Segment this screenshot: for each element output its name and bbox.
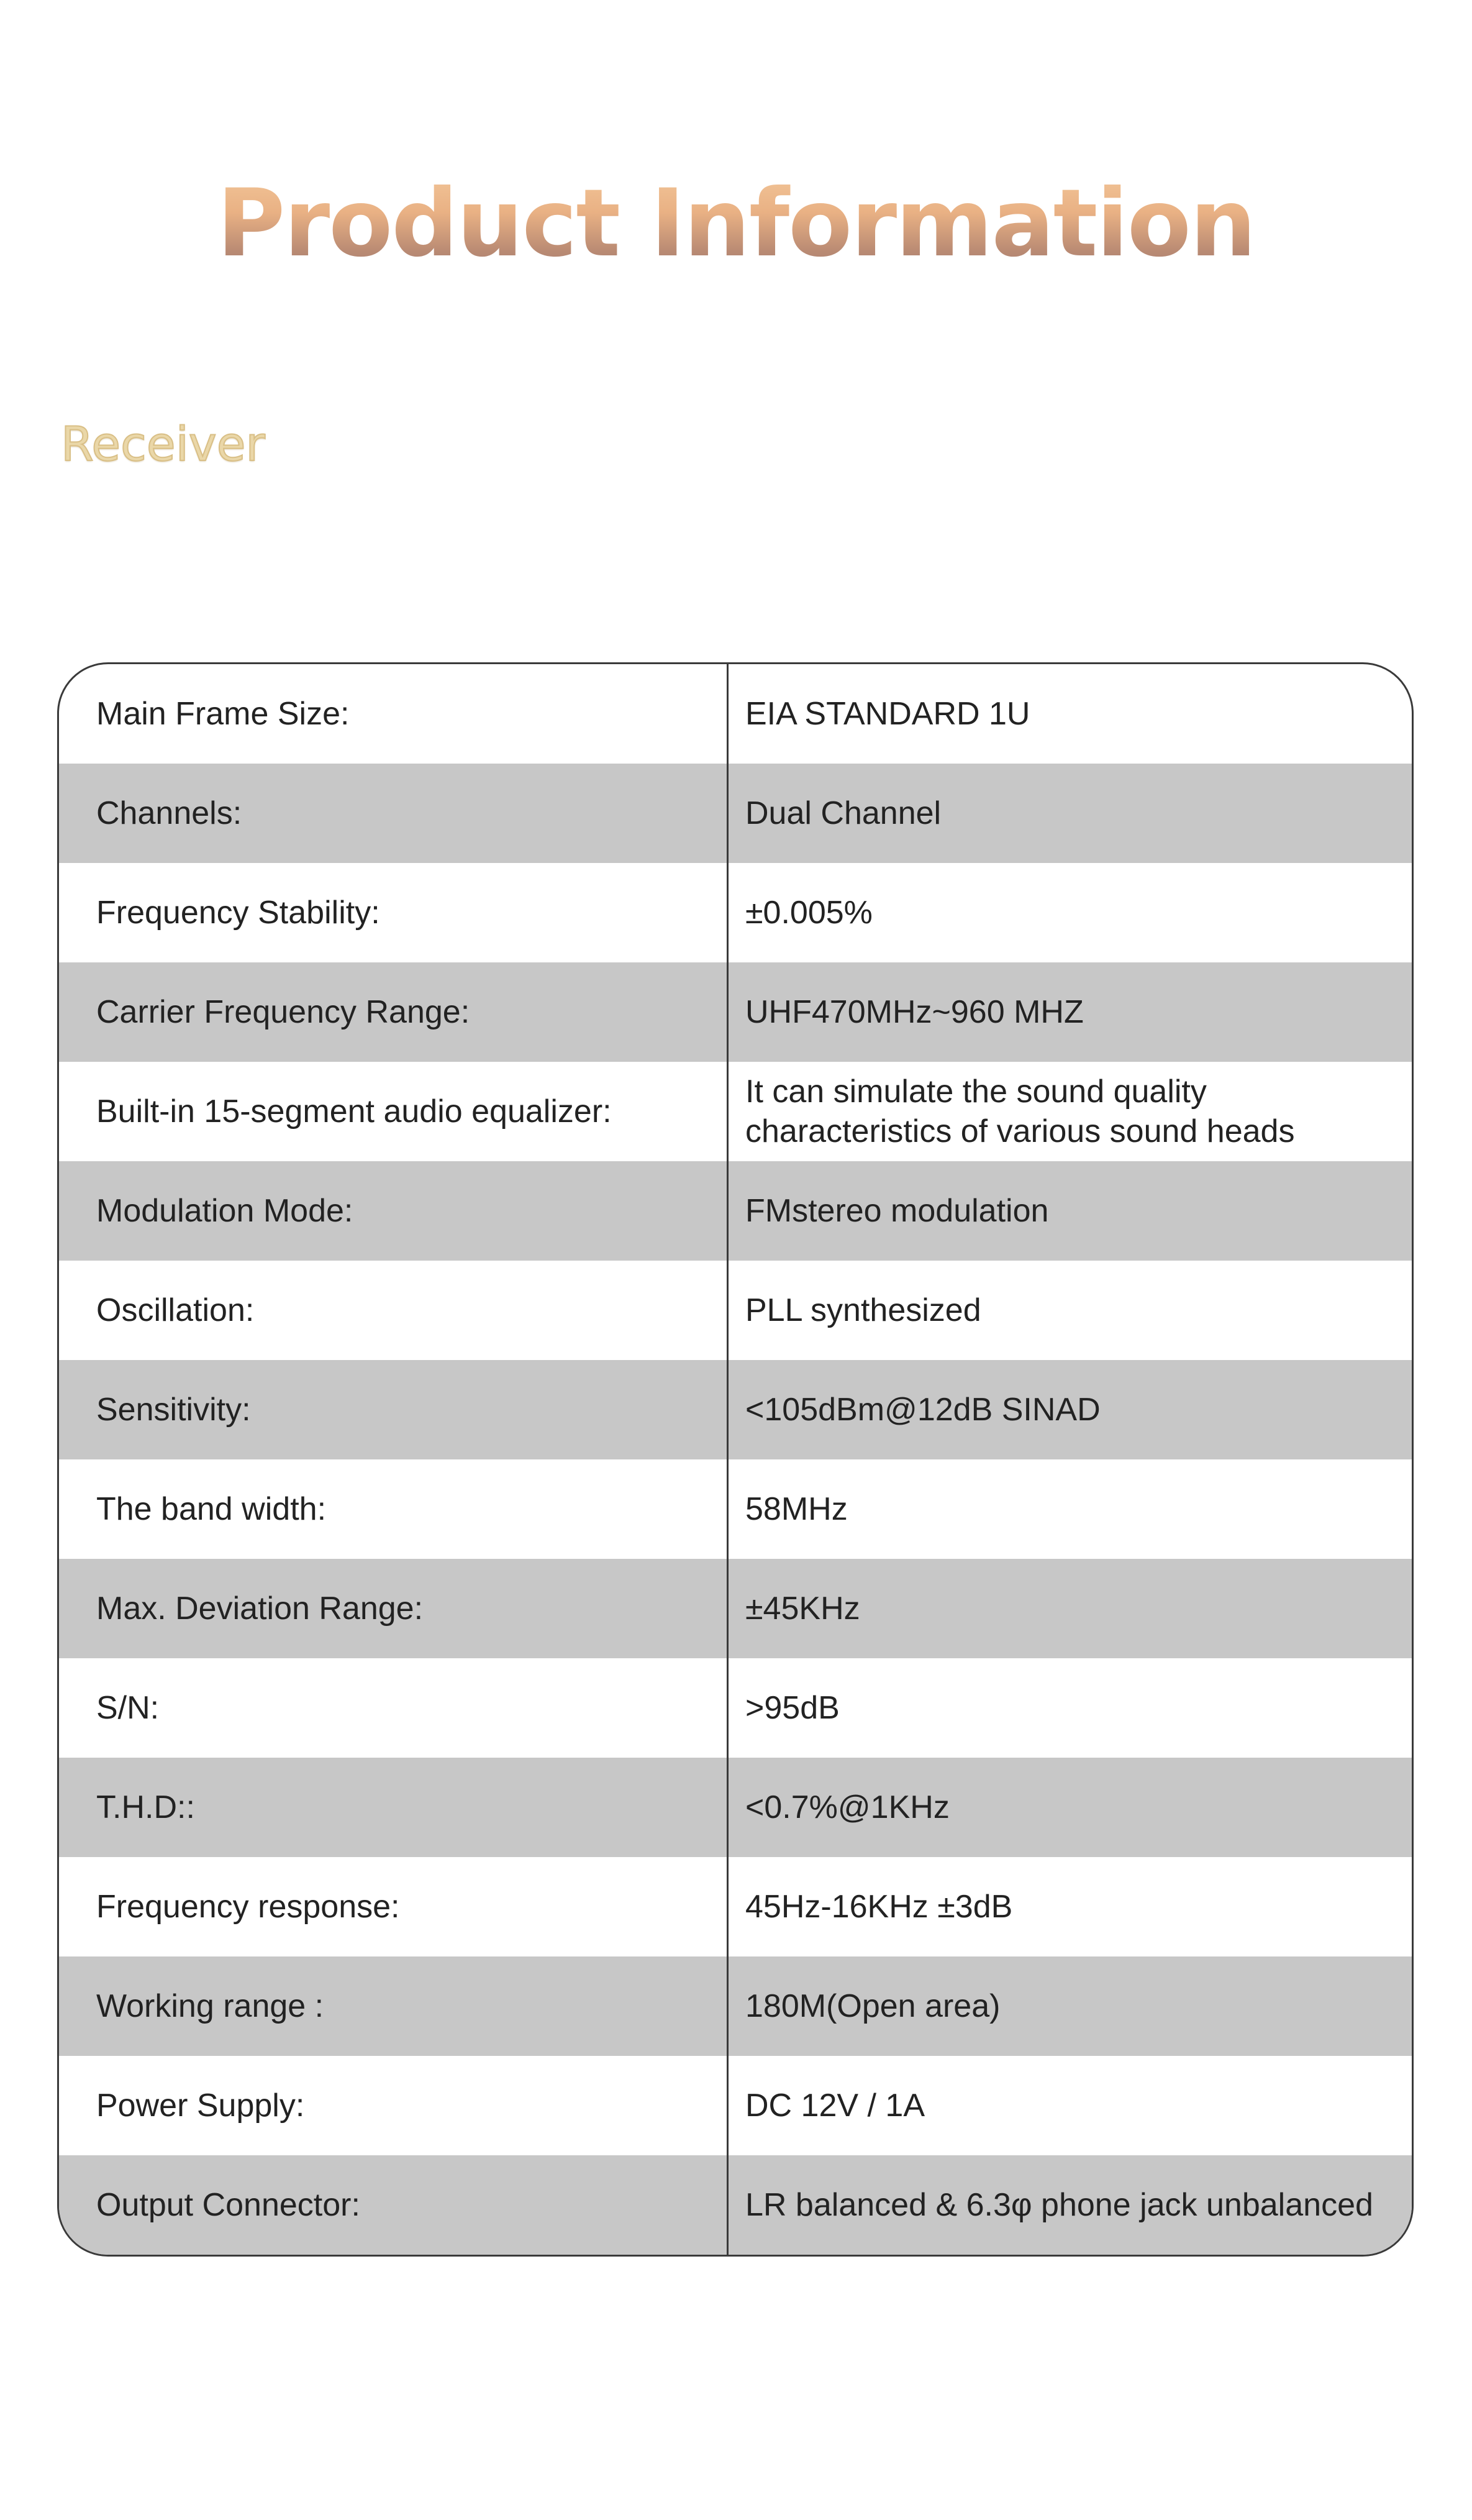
- spec-row-signal-noise: [59, 1658, 1412, 1758]
- spec-row-modulation-mode: [59, 1161, 1412, 1261]
- spec-label: Power Supply:: [96, 2088, 305, 2124]
- section-title-receiver: Receiver: [61, 416, 265, 472]
- page-title: Product Information: [0, 168, 1472, 280]
- spec-row-carrier-frequency-range: [59, 962, 1412, 1062]
- spec-value: Dual Channel: [745, 795, 942, 831]
- spec-value: 58MHz: [745, 1491, 848, 1527]
- spec-table: [57, 662, 1414, 2257]
- spec-label: Built-in 15-segment audio equalizer:: [96, 1093, 612, 1130]
- spec-row-channels: [59, 764, 1412, 863]
- spec-value: LR balanced & 6.3φ phone jack unbalanced: [745, 2187, 1373, 2223]
- spec-label: Oscillation:: [96, 1292, 255, 1328]
- spec-value: DC 12V / 1A: [745, 2088, 925, 2124]
- spec-label: Max. Deviation Range:: [96, 1591, 424, 1627]
- spec-row-frequency-stability: [59, 863, 1412, 962]
- spec-label: Sensitivity:: [96, 1392, 251, 1428]
- spec-row-max-deviation-range: [59, 1559, 1412, 1658]
- spec-value: FMstereo modulation: [745, 1193, 1049, 1229]
- spec-value: >95dB: [745, 1690, 840, 1726]
- spec-label: Modulation Mode:: [96, 1193, 353, 1229]
- spec-value: It can simulate the sound quality characteristics of various sound heads: [745, 1074, 1295, 1149]
- spec-label: Output Connector:: [96, 2187, 360, 2223]
- spec-row-working-range: [59, 1956, 1412, 2056]
- spec-label: Working range :: [96, 1988, 324, 2024]
- spec-label: Main Frame Size:: [96, 696, 350, 732]
- spec-value: ±0.005%: [745, 895, 873, 931]
- spec-value: 180M(Open area): [745, 1988, 1001, 2024]
- spec-value: <105dBm@12dB SINAD: [745, 1392, 1101, 1428]
- spec-row-main-frame-size: [59, 664, 1412, 764]
- spec-row-thd: [59, 1758, 1412, 1857]
- spec-value: EIA STANDARD 1U: [745, 696, 1030, 732]
- spec-value: 45Hz-16KHz ±3dB: [745, 1889, 1013, 1925]
- spec-row-frequency-response: [59, 1857, 1412, 1956]
- spec-row-audio-equalizer: [59, 1062, 1412, 1161]
- spec-value: <0.7%@1KHz: [745, 1789, 950, 1825]
- spec-label: Channels:: [96, 795, 242, 831]
- spec-label: S/N:: [96, 1690, 160, 1726]
- spec-label: The band width:: [96, 1491, 327, 1527]
- spec-value: ±45KHz: [745, 1591, 860, 1627]
- spec-row-oscillation: [59, 1261, 1412, 1360]
- spec-value: UHF470MHz~960 MHZ: [745, 994, 1084, 1030]
- spec-row-power-supply: [59, 2056, 1412, 2155]
- spec-row-band-width: [59, 1459, 1412, 1559]
- spec-row-output-connector: [59, 2155, 1412, 2255]
- spec-label: T.H.D::: [96, 1789, 195, 1825]
- spec-label: Frequency response:: [96, 1889, 400, 1925]
- spec-label: Carrier Frequency Range:: [96, 994, 470, 1030]
- spec-value: PLL synthesized: [745, 1292, 981, 1328]
- column-divider: [727, 664, 729, 2255]
- spec-label: Frequency Stability:: [96, 895, 380, 931]
- spec-row-sensitivity: [59, 1360, 1412, 1459]
